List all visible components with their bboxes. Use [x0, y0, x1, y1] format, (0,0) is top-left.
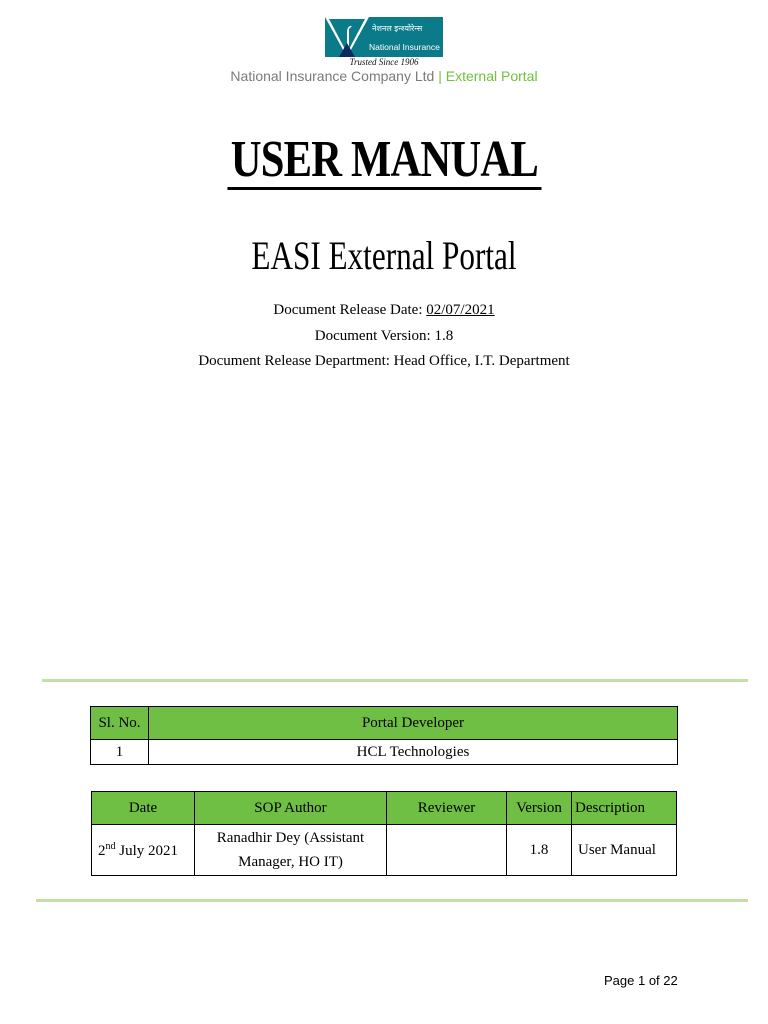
- table-cell-author: [195, 825, 387, 876]
- table-header-cell: Date: [92, 792, 195, 825]
- table-header-cell: Reviewer: [387, 792, 507, 825]
- company-logo: [325, 17, 443, 57]
- author-line: Manager, HO IT): [238, 854, 343, 870]
- table-header-cell: Sl. No.: [91, 707, 149, 740]
- table-cell-reviewer: [387, 825, 507, 876]
- table-cell: 1: [91, 740, 149, 765]
- header-separator: |: [438, 68, 442, 84]
- logo-english-text: National Insurance: [369, 42, 440, 52]
- logo-tagline: Trusted Since 1906: [349, 57, 419, 67]
- document-header: [0, 68, 768, 84]
- table-cell-date: [92, 825, 195, 876]
- page-title: [0, 133, 768, 190]
- logo-hindi-text: नेशनल इन्श्योरेन्स: [372, 24, 423, 33]
- table-cell-version: 1.8: [507, 825, 572, 876]
- table-header-cell: Version: [507, 792, 572, 825]
- table-header-row: [92, 792, 677, 825]
- date-rest: July 2021: [115, 842, 179, 859]
- table-header-cell: Description: [572, 792, 677, 825]
- release-date-value: 02/07/2021: [426, 302, 495, 318]
- bottom-divider: [36, 899, 748, 902]
- developer-table: [90, 706, 678, 765]
- date-suffix: nd: [105, 840, 116, 852]
- date-day: 2: [98, 842, 106, 859]
- table-cell: HCL Technologies: [149, 740, 678, 765]
- table-header-row: [91, 707, 678, 740]
- release-date-line: [0, 302, 768, 319]
- version-line: Document Version: 1.8: [314, 328, 454, 344]
- portal-name: External Portal: [445, 68, 538, 84]
- table-row: [91, 740, 678, 765]
- top-divider: [42, 679, 748, 682]
- department-line: Document Release Department: Head Office, I.T. Department: [198, 353, 570, 369]
- table-row: [92, 825, 677, 876]
- release-date-label: Document Release Date:: [273, 302, 427, 318]
- document-history-table: [91, 791, 677, 876]
- company-name: National Insurance Company Ltd: [230, 68, 435, 84]
- author-line: Ranadhir Dey (Assistant: [216, 830, 365, 846]
- table-cell-description: User Manual: [572, 825, 677, 876]
- page-title-text: USER MANUAL: [227, 133, 541, 190]
- page-subtitle-text: EASI External Portal: [251, 233, 517, 278]
- page-subtitle: [0, 232, 768, 279]
- page-number: Page 1 of 22: [604, 973, 678, 988]
- table-header-cell: Portal Developer: [149, 707, 678, 740]
- table-header-cell: SOP Author: [195, 792, 387, 825]
